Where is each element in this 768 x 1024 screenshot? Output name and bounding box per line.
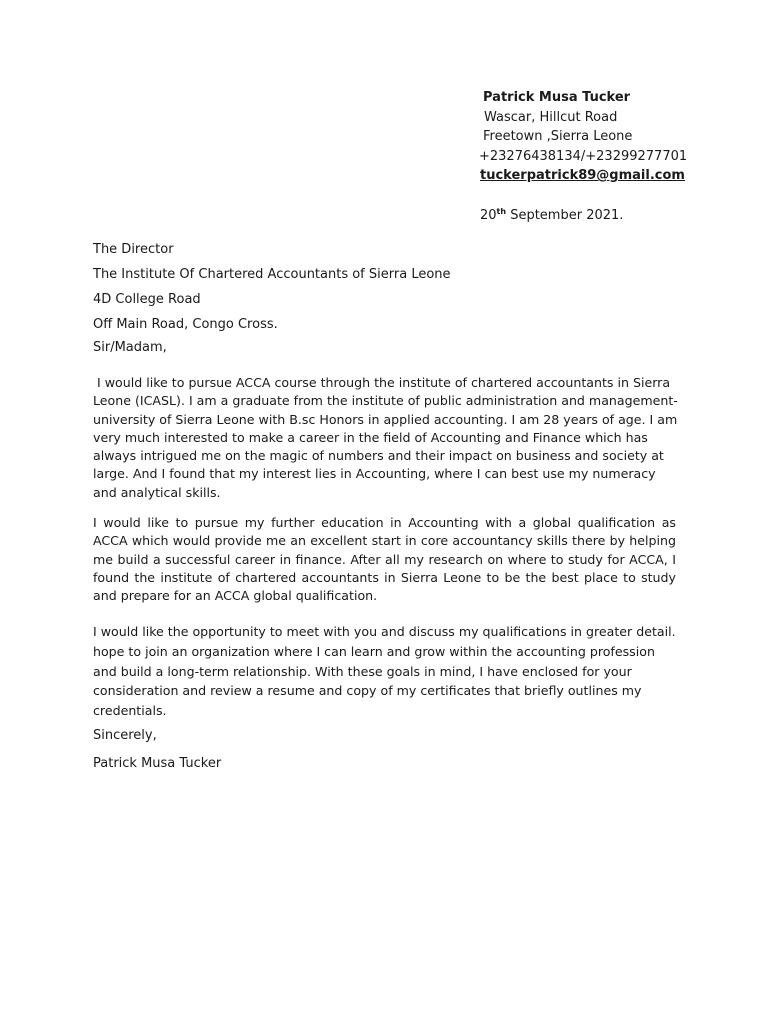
paragraph-line: consideration and review a resume and copy of my certificates that briefly outlines my bbox=[93, 683, 642, 699]
paragraph-line: and prepare for an ACCA global qualification. bbox=[93, 588, 378, 604]
paragraph-line: credentials. bbox=[93, 703, 167, 719]
sender-address-block bbox=[479, 88, 749, 186]
paragraph-line: I would like to pursue my further education in Accounting with a global qualification as bbox=[93, 515, 676, 530]
paragraph-line: and build a long-term relationship. With these goals in mind, I have enclosed for your bbox=[93, 663, 632, 679]
letter-date bbox=[480, 208, 623, 223]
paragraph-line: and analytical skills. bbox=[93, 484, 221, 500]
sender-street: Wascar, Hillcut Road bbox=[484, 109, 618, 125]
closing-phrase: Sincerely, bbox=[93, 728, 157, 743]
body-paragraph-2 bbox=[93, 514, 676, 605]
sender-name: Patrick Musa Tucker bbox=[483, 90, 631, 105]
recipient-address-block bbox=[93, 241, 451, 341]
date-day: 20 bbox=[480, 208, 497, 223]
paragraph-line: I would like to pursue ACCA course through the institute of chartered accountants in Sierra bbox=[93, 375, 671, 390]
paragraph-line: hope to join an organization where I can learn and grow within the accounting profession bbox=[93, 643, 655, 659]
recipient-organization: The Institute Of Chartered Accountants of Sierra Leone bbox=[93, 267, 451, 282]
paragraph-line: large. And I found that my interest lies in Accounting, where I can best use my numeracy bbox=[93, 466, 656, 482]
sender-city: Freetown ,Sierra Leone bbox=[483, 129, 633, 144]
salutation: Sir/Madam, bbox=[93, 340, 167, 355]
recipient-street: 4D College Road bbox=[93, 292, 201, 307]
sender-email: tuckerpatrick89@gmail.com bbox=[480, 168, 685, 183]
paragraph-line: always intrigued me on the magic of numbers and their impact on business and society at bbox=[93, 448, 664, 464]
recipient-title: The Director bbox=[93, 242, 174, 257]
body-paragraph-1 bbox=[93, 374, 676, 502]
paragraph-line: I would like the opportunity to meet with you and discuss my qualifications in greater detail. bbox=[93, 624, 676, 639]
body-paragraph-3 bbox=[93, 622, 676, 721]
paragraph-line: me build a successful career in finance. After all my research on where to study for ACCA, I bbox=[93, 551, 676, 567]
sender-phone-numbers: +23276438134/+23299277701 bbox=[479, 148, 688, 164]
paragraph-line: ACCA which would provide me an excellent start in core accountancy skills there by helping bbox=[93, 533, 676, 549]
paragraph-line: very much interested to make a career in the field of Accounting and Finance which has bbox=[93, 429, 648, 445]
date-rest: September 2021. bbox=[506, 208, 624, 223]
date-suffix: th bbox=[496, 207, 507, 216]
recipient-area: Off Main Road, Congo Cross. bbox=[93, 317, 278, 332]
paragraph-line: Leone (ICASL). I am a graduate from the institute of public administration and management- bbox=[93, 393, 678, 409]
paragraph-line: found the institute of chartered accountants in Sierra Leone to be the best place to study bbox=[93, 569, 676, 585]
signature-name: Patrick Musa Tucker bbox=[93, 756, 222, 771]
paragraph-line: university of Sierra Leone with B.sc Honors in applied accounting. I am 28 years of age. I am bbox=[93, 411, 678, 427]
